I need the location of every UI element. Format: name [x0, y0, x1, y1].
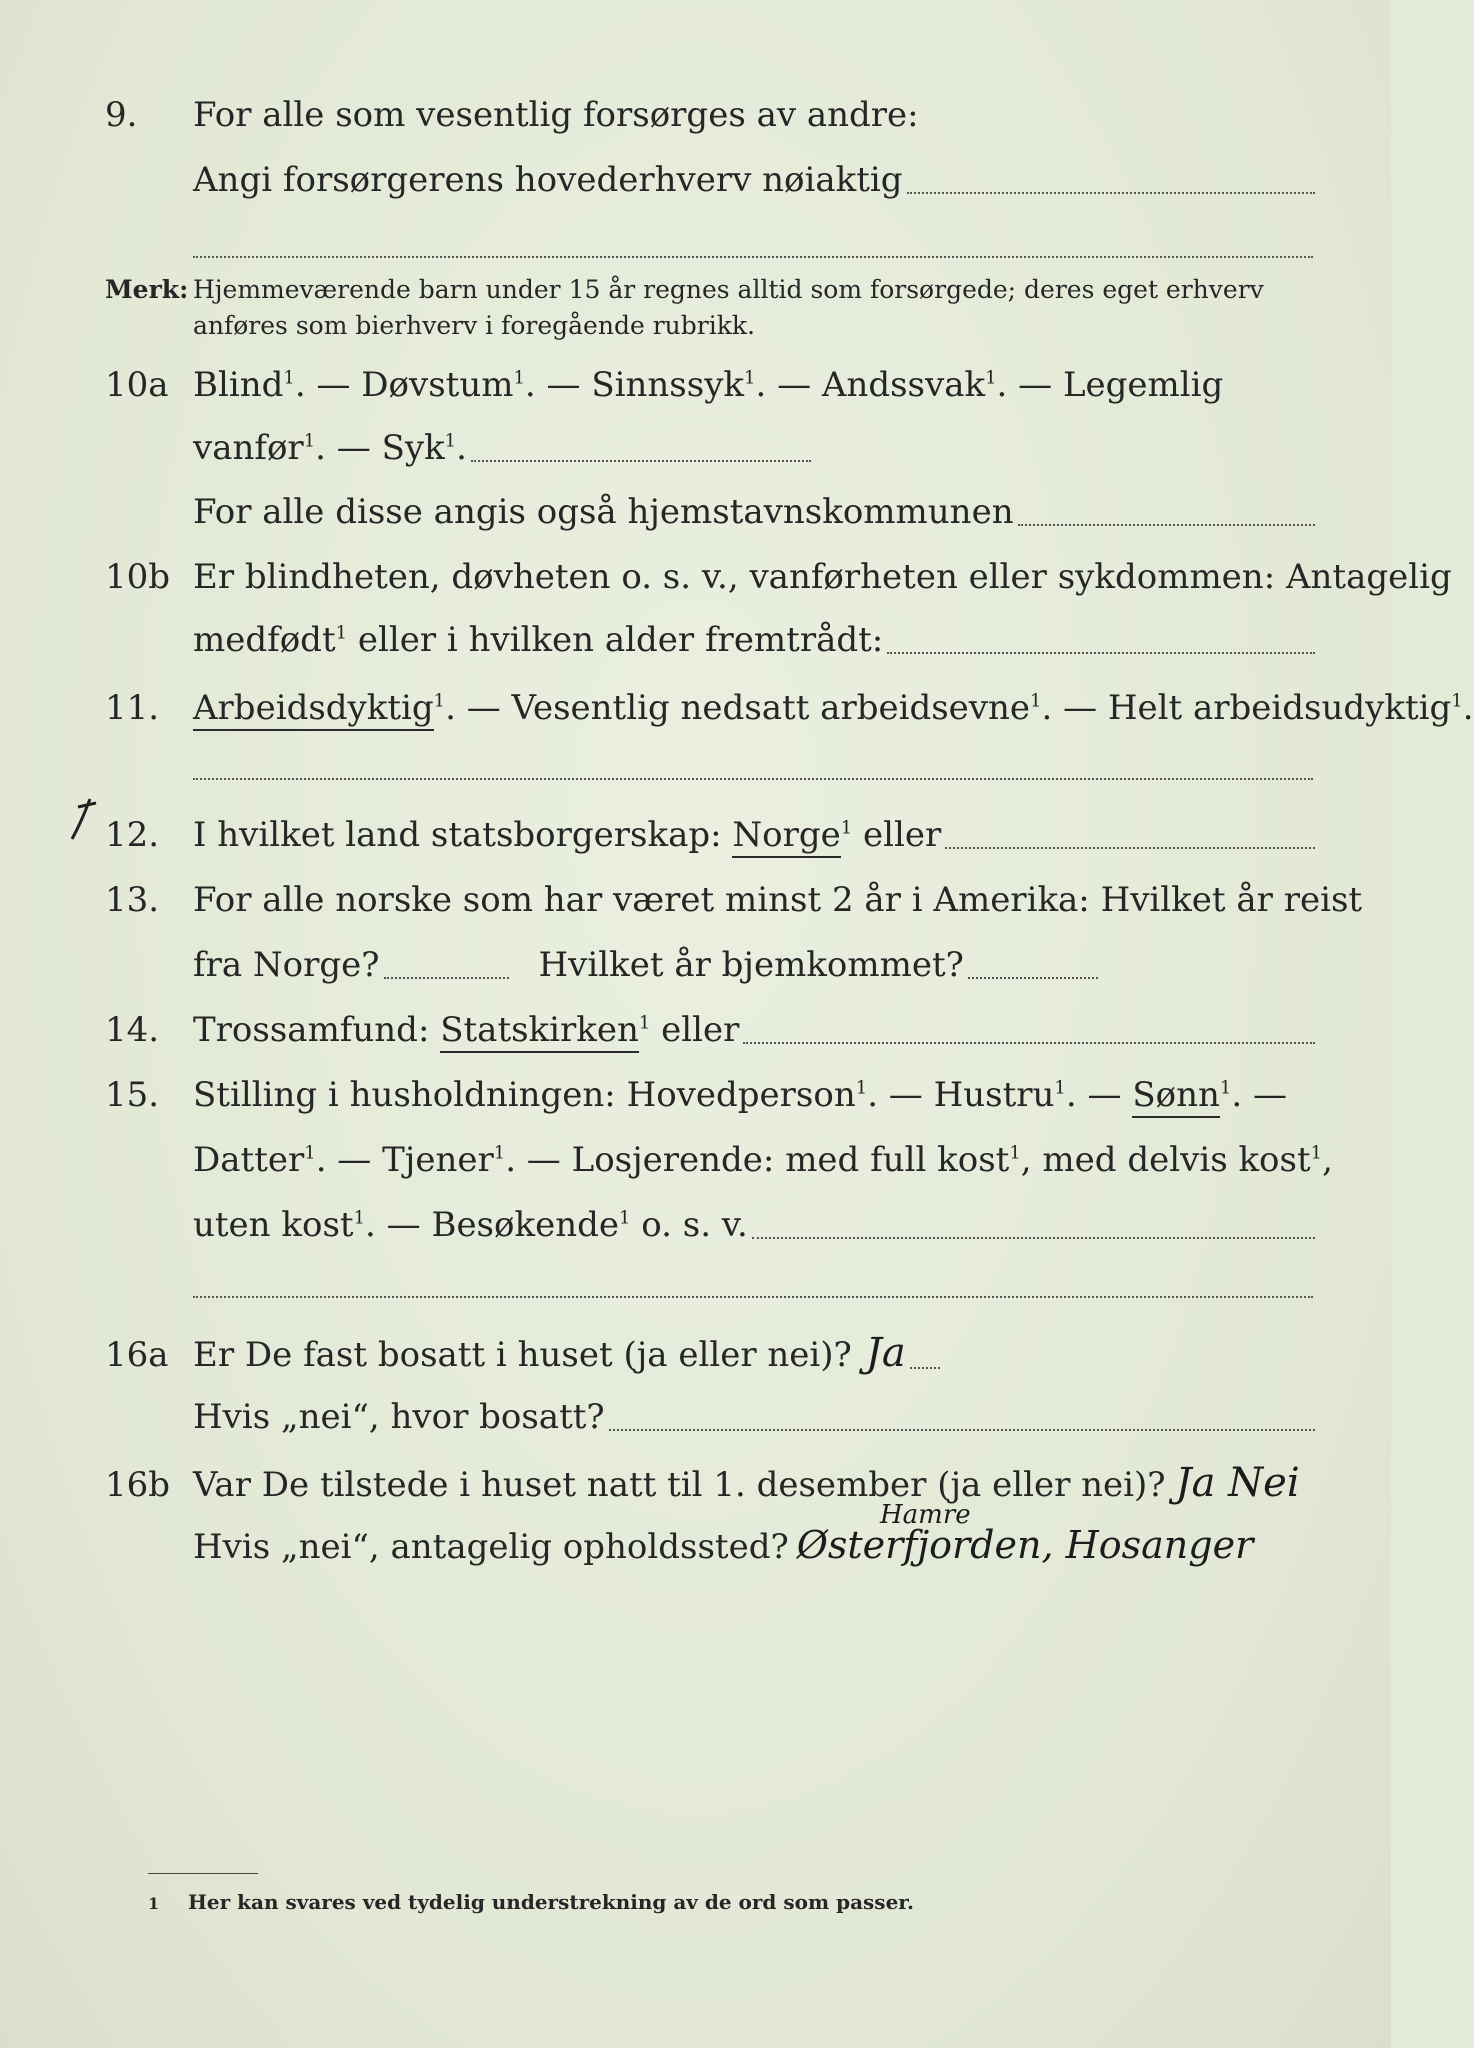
handwritten-answer[interactable]: Ja	[865, 1330, 906, 1376]
question-16a-line-2	[105, 1397, 1315, 1437]
underlined-answer[interactable]: Arbeidsdyktig	[193, 688, 434, 731]
question-11	[105, 688, 1474, 728]
question-text: Er blindheten, døvheten o. s. v., vanførheten eller sykdommen: Antagelig	[193, 557, 1452, 597]
question-10a-line-2	[105, 428, 1315, 468]
handwritten-answer[interactable]: Ja Nei	[1175, 1460, 1300, 1506]
question-text: For alle norske som har været minst 2 år i Amerika: Hvilket år reist	[193, 880, 1363, 920]
question-15-line-3	[105, 1205, 1315, 1245]
note-text: Hjemmeværende barn under 15 år regnes alltid som forsørgede; deres eget erhverv	[193, 275, 1264, 304]
question-text: I hvilket land statsborgerskap: Norge$^1$ eller	[193, 815, 941, 855]
question-number: 10a	[105, 365, 169, 405]
question-text: Arbeidsdyktig$^1$. — Vesentlig nedsatt arbeidsevne$^1$. — Helt arbeidsudyktig$^1$.	[193, 688, 1474, 728]
question-number: 15.	[105, 1075, 160, 1115]
underlined-answer[interactable]: Norge	[732, 815, 840, 858]
question-9-line-2	[105, 160, 1315, 200]
answer-line[interactable]	[887, 626, 1315, 654]
answer-line[interactable]	[752, 1211, 1315, 1239]
handwritten-answer[interactable]: Østerfjorden, Hosanger	[796, 1523, 1254, 1567]
question-15-line-2	[105, 1140, 1333, 1180]
question-10a-line-3	[105, 492, 1315, 532]
question-number: 16b	[105, 1465, 171, 1505]
question-16a-line-1	[105, 1330, 1315, 1376]
question-text: Hvilket år bjemkommet?	[538, 945, 964, 985]
footnote-divider	[148, 1873, 258, 1874]
question-number: 9.	[105, 95, 138, 135]
question-text: medfødt$^1$ eller i hvilken alder fremtrådt:	[193, 620, 884, 660]
footnote-mark: 1	[148, 1894, 160, 1913]
question-text: Angi forsørgerens hovederhverv nøiaktig	[193, 160, 903, 200]
question-text: Datter$^1$. — Tjener$^1$. — Losjerende: med full kost$^1$, med delvis kost$^1$,	[193, 1140, 1333, 1180]
question-12	[105, 815, 1315, 855]
handwritten-annotation: Hamre	[880, 1500, 971, 1530]
question-number: 12.	[105, 815, 160, 855]
question-9-line-1	[105, 95, 1315, 135]
note-label: Merk:	[105, 275, 189, 304]
answer-line[interactable]	[910, 1341, 940, 1369]
question-15-line-1	[105, 1075, 1315, 1115]
question-14	[105, 1010, 1315, 1050]
answer-line[interactable]	[384, 951, 509, 979]
question-text: For alle disse angis også hjemstavnskommunen	[193, 492, 1014, 532]
question-10a-line-1	[105, 365, 1315, 405]
question-text: Hvis „nei“, antagelig opholdssted?	[193, 1527, 789, 1567]
question-number: 16a	[105, 1335, 169, 1375]
footnote-text: Her kan svares ved tydelig understrekning av de ord som passer.	[188, 1890, 914, 1914]
answer-line[interactable]	[471, 434, 811, 462]
answer-line[interactable]	[1018, 498, 1315, 526]
question-text: Hvis „nei“, hvor bosatt?	[193, 1397, 605, 1437]
question-text: Var De tilstede i huset natt til 1. desember (ja eller nei)?	[193, 1465, 1166, 1505]
question-text: For alle som vesentlig forsørges av andre:	[193, 95, 919, 135]
question-text: Blind$^1$. — Døvstum$^1$. — Sinnssyk$^1$. — Andssvak$^1$. — Legemlig	[193, 365, 1224, 405]
question-text: Trossamfund: Statskirken$^1$ eller	[193, 1010, 739, 1050]
question-10b-line-1	[105, 557, 1452, 597]
answer-line[interactable]	[193, 256, 1313, 258]
underlined-answer[interactable]: Statskirken	[440, 1010, 639, 1053]
answer-line[interactable]	[193, 778, 1313, 780]
question-13-line-1	[105, 880, 1363, 920]
margin-check-mark	[60, 795, 104, 845]
question-16b-line-1	[105, 1460, 1315, 1506]
question-text: Er De fast bosatt i huset (ja eller nei)?	[193, 1335, 852, 1375]
question-number: 14.	[105, 1010, 160, 1050]
note-block	[105, 272, 1325, 344]
answer-line[interactable]	[945, 821, 1315, 849]
question-number: 10b	[105, 557, 171, 597]
answer-line[interactable]	[193, 1296, 1313, 1298]
question-text: uten kost$^1$. — Besøkende$^1$ o. s. v.	[193, 1205, 748, 1245]
answer-line[interactable]	[968, 951, 1098, 979]
underlined-answer[interactable]: Sønn	[1132, 1075, 1220, 1118]
question-text: vanfør$^1$. — Syk$^1$.	[193, 428, 467, 468]
question-number: 13.	[105, 880, 160, 920]
footnote	[148, 1890, 914, 1914]
answer-line[interactable]	[907, 166, 1315, 194]
question-13-line-2	[105, 945, 1315, 985]
question-text: Stilling i husholdningen: Hovedperson$^1$. — Hustru$^1$. — Sønn$^1$. —	[193, 1075, 1287, 1115]
question-10b-line-2	[105, 620, 1315, 660]
question-number: 11.	[105, 688, 160, 728]
note-text: anføres som bierhverv i foregående rubrikk.	[193, 311, 755, 340]
question-16b-line-2	[105, 1525, 1315, 1567]
answer-line[interactable]	[609, 1403, 1315, 1431]
answer-line[interactable]	[743, 1016, 1315, 1044]
question-text: fra Norge?	[193, 945, 380, 985]
